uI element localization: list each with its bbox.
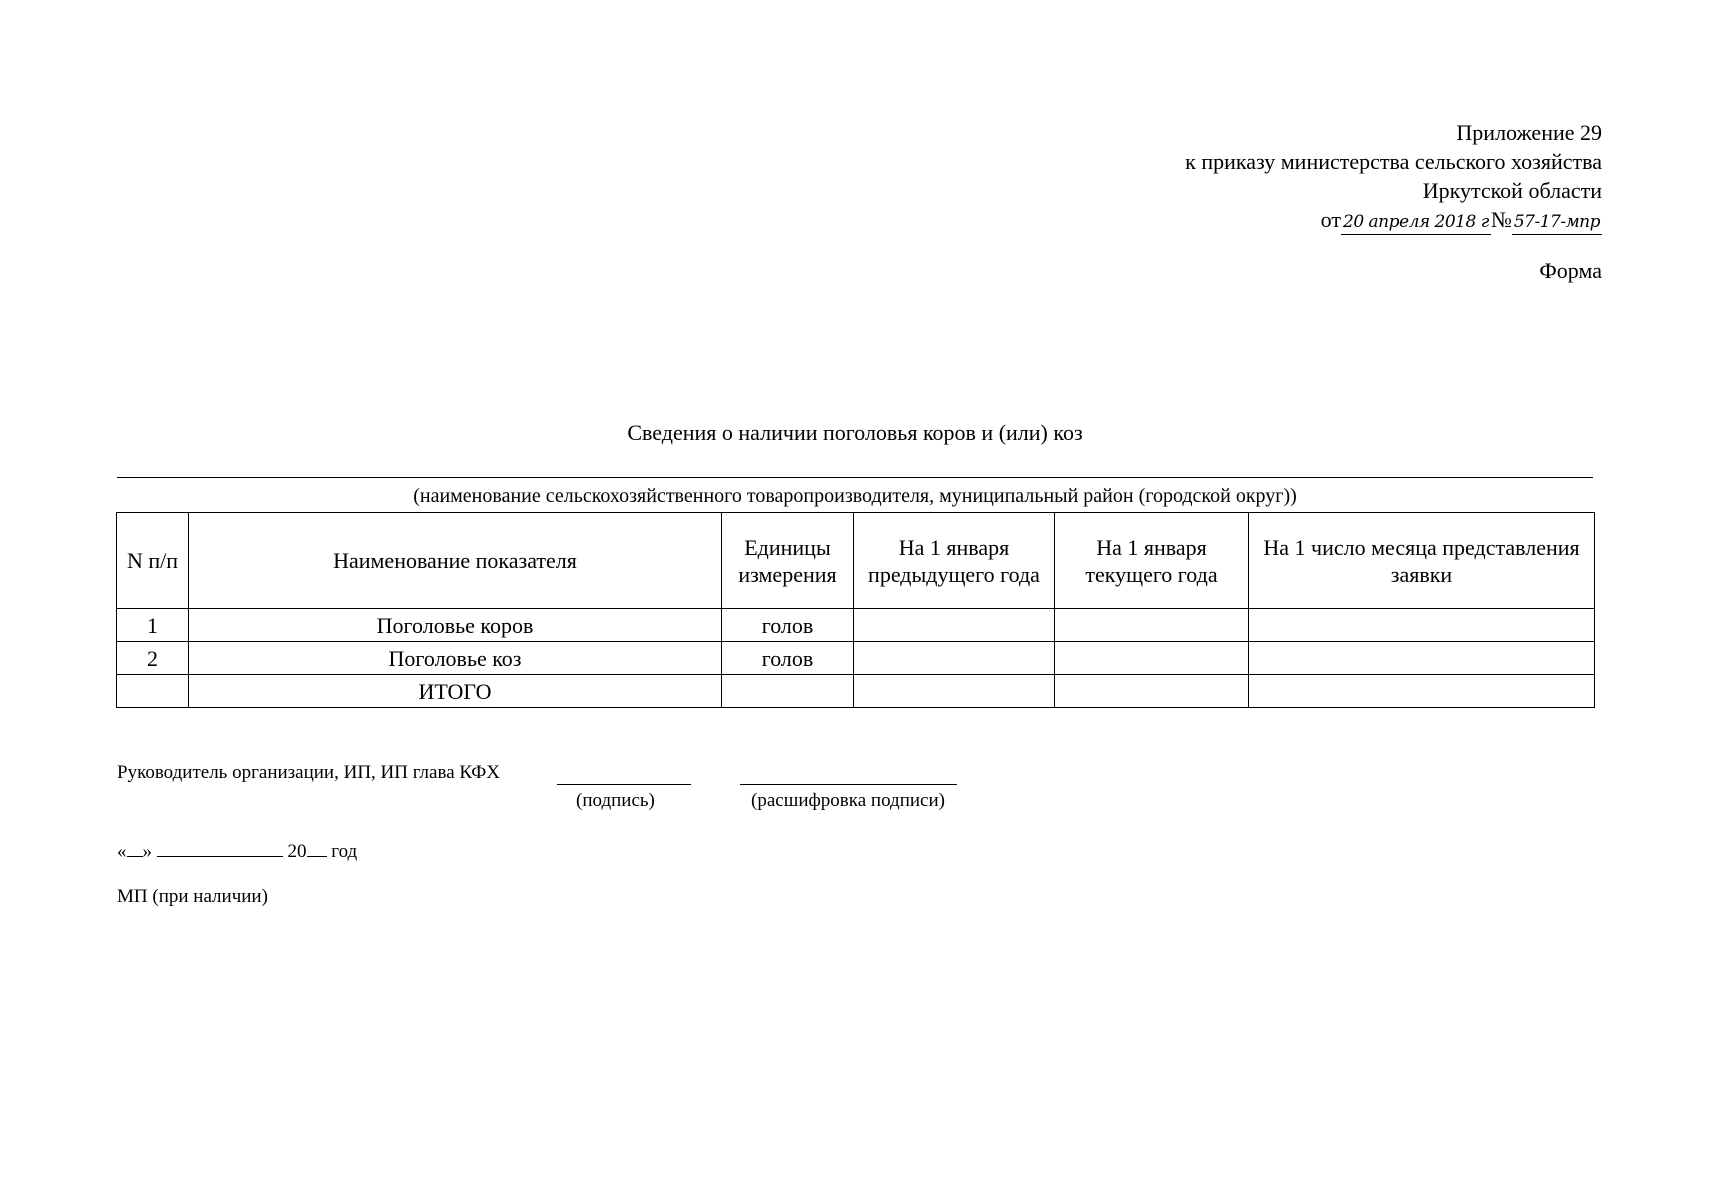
date-open-quote: « <box>117 841 127 862</box>
header-cell-application-month: На 1 число месяца представления заявки <box>1249 513 1595 609</box>
table-row-total <box>117 675 1595 708</box>
appendix-header <box>902 118 1602 235</box>
table-row <box>117 642 1595 675</box>
year-word: год <box>331 841 358 862</box>
signature-decode-line <box>740 784 957 785</box>
livestock-table <box>116 512 1595 708</box>
table-cell <box>117 675 189 708</box>
appendix-order-line: к приказу министерства сельского хозяйства <box>1185 149 1602 174</box>
document-title: Сведения о наличии поголовья коров и (или) коз <box>627 420 1083 445</box>
month-blank <box>157 838 283 857</box>
table-cell: 2 <box>117 642 189 675</box>
year-prefix: 20 <box>287 841 307 862</box>
table-cell <box>1249 642 1595 675</box>
table-cell <box>1249 609 1595 642</box>
date-close-quote: » <box>142 841 152 862</box>
day-blank <box>127 838 143 857</box>
appendix-date-number-line <box>902 205 1602 235</box>
table-cell <box>722 675 854 708</box>
year-blank <box>307 838 327 857</box>
handwritten-date: 20 апреля 2018 г <box>1341 210 1491 235</box>
number-label: № <box>1490 207 1512 232</box>
table-cell <box>1249 675 1595 708</box>
signature-line <box>557 784 691 785</box>
table-cell: голов <box>722 642 854 675</box>
date-line <box>117 838 357 863</box>
table-cell: 1 <box>117 609 189 642</box>
table-cell <box>854 609 1055 642</box>
table-cell <box>854 642 1055 675</box>
table-cell <box>1055 642 1249 675</box>
table-cell: ИТОГО <box>189 675 722 708</box>
handwritten-number: 57-17-мпр <box>1512 210 1602 235</box>
signature-caption: (подпись) <box>576 790 655 811</box>
table-row <box>117 609 1595 642</box>
producer-name-line <box>117 477 1593 478</box>
table-cell <box>854 675 1055 708</box>
table-cell: Поголовье коз <box>189 642 722 675</box>
table-cell <box>1055 675 1249 708</box>
appendix-number: Приложение 29 <box>1456 120 1602 145</box>
from-label: от <box>1320 207 1341 232</box>
table-cell <box>1055 609 1249 642</box>
table-header-row <box>117 513 1595 609</box>
header-cell-prev-year: На 1 января предыдущего года <box>854 513 1055 609</box>
header-cell-unit: Единицы измерения <box>722 513 854 609</box>
header-cell-current-year: На 1 января текущего года <box>1055 513 1249 609</box>
table-cell: Поголовье коров <box>189 609 722 642</box>
header-cell-number: N п/п <box>117 513 189 609</box>
form-label: Форма <box>1539 258 1602 283</box>
producer-name-caption: (наименование сельскохозяйственного товаропроизводителя, муниципальный район (городской округ)) <box>413 485 1297 507</box>
signature-decode-caption: (расшифровка подписи) <box>751 790 945 811</box>
header-cell-indicator: Наименование показателя <box>189 513 722 609</box>
table-cell: голов <box>722 609 854 642</box>
head-signature-label: Руководитель организации, ИП, ИП глава КФХ <box>117 762 500 783</box>
appendix-region-line: Иркутской области <box>1422 178 1602 203</box>
stamp-label: МП (при наличии) <box>117 886 268 907</box>
